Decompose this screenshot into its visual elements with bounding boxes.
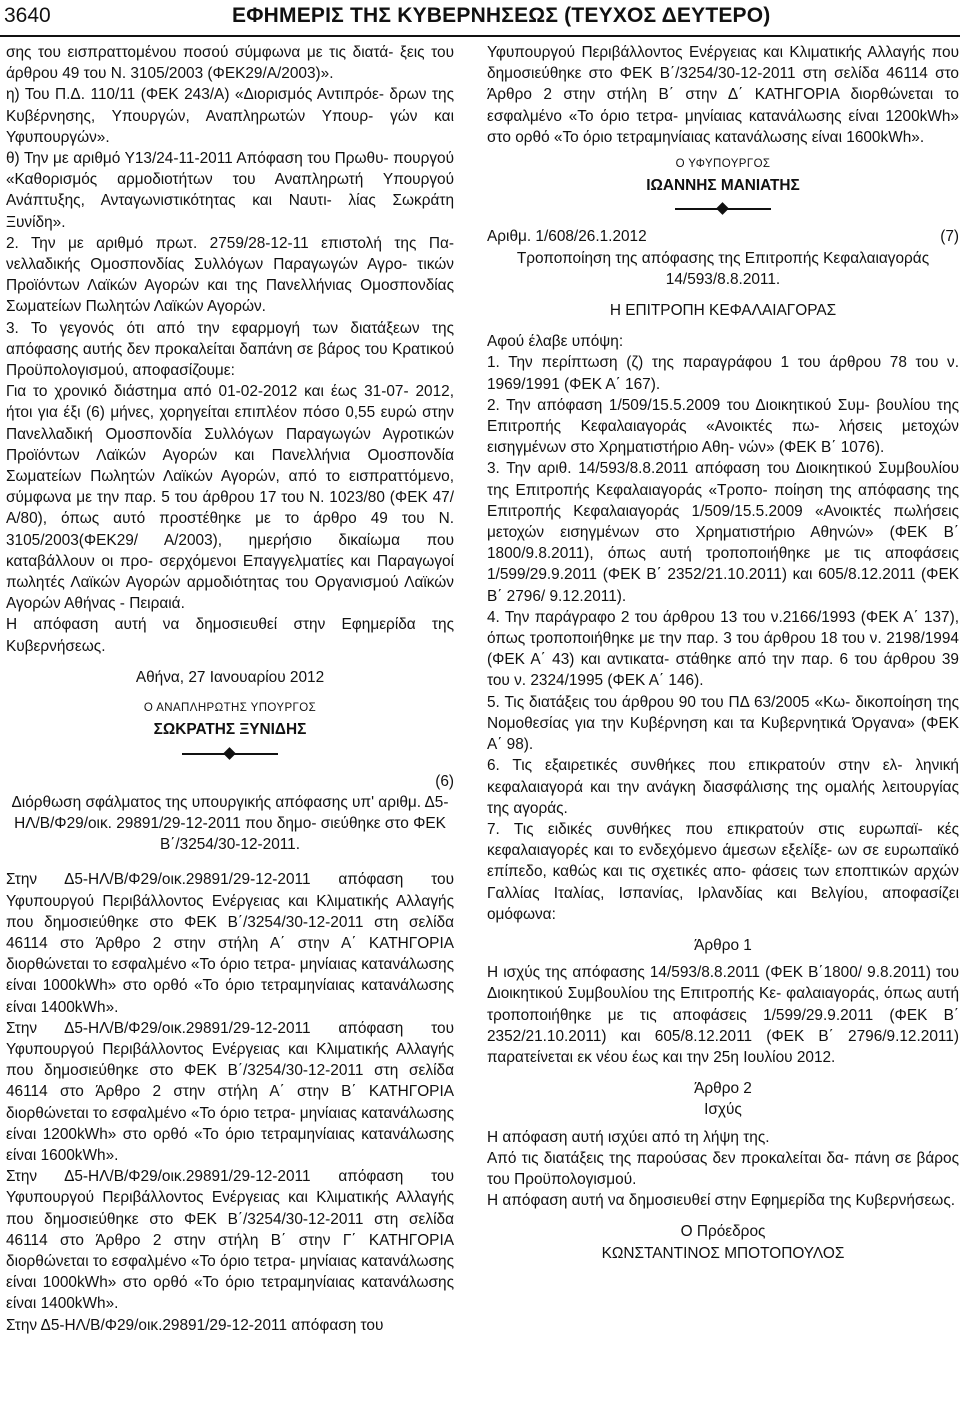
paragraph: 2. Την απόφαση 1/509/15.5.2009 του Διοικητικού Συμ- βουλίου της Επιτροπής Κεφαλαιαγοράς «Ανοικτές πω- λήσεις μετοχών εισηγμένων στο Χρηματιστήριο Αθη- νών» (ΦΕΚ Β΄ 1076). — [487, 396, 959, 457]
paragraph: Η ισχύς της απόφασης 14/593/8.8.2011 (ΦΕΚ Β΄1800/ 9.8.2011) του Διοικητικού Συμβουλίου της Επιτροπής Κε- φαλαιαγοράς, όπως αυτή τροποποιήθηκε με τις αποφάσεις 1/599/29.9.2011 (ΦΕΚ Β΄ 2352/21.10.2011) και 605/8.12.2011 (ΦΕΚ Β΄ 2796/9.12.2011) παρατείνεται εκ νέου έως και την 25η Ιουλίου 2012. — [487, 964, 959, 1066]
item-number: (6) — [435, 772, 454, 790]
header-rule — [0, 35, 960, 37]
left-column — [6, 42, 454, 1336]
section-divider — [6, 747, 454, 761]
paragraph: 2. Την με αριθμό πρωτ. 2759/28-12-11 επιστολή της Πα- νελλαδικής Ομοσπονδίας Συλλόγων Παραγωγών Αγρο- τικών Προϊόντων Λαϊκών Αγορών και της Πανελλήνιας Ομοσπονδίας Σωματείων Πωλητών Λαϊκών Αγορών. — [6, 234, 454, 316]
paragraph: 6. Τις εξαιρετικές συνθήκες που επικρατούν στην ελ- ληνική κεφαλαιαγορά και την ανάγκη διασφάλισης της ομαλής λειτουργίας της αγοράς. — [487, 757, 959, 817]
chair-role: Ο Πρόεδρος — [680, 1223, 766, 1241]
paragraph: η) Του Π.Δ. 110/11 (ΦΕΚ 243/Α) «Διορισμός Αντιπρόε- δρων της Κυβέρνησης, Υπουργών, Αναπληρωτών Υπουρ- γών και Υφυπουργών». — [6, 86, 454, 146]
paragraph: 3. Το γεγονός ότι από την εφαρμογή των διατάξεων της απόφασης αυτής δεν προκαλείται δαπάνη σε βάρος του Κρατικού Προϋπολογισμού, αποφασίζουμε: — [6, 319, 454, 380]
item-title: Τροποποίηση της απόφασης της Επιτροπής Κεφαλαιαγοράς 14/593/8.8.2011. — [516, 249, 930, 288]
paragraph: Από τις διατάξεις της παρούσας δεν προκαλείται δα- πάνη σε βάρος του Προϋπολογισμού. — [487, 1149, 959, 1188]
paragraph: Στην Δ5-ΗΛ/Β/Φ29/οικ.29891/29-12-2011 απόφαση του — [6, 1316, 384, 1334]
paragraph: 5. Τις διατάξεις του άρθρου 90 του ΠΔ 63/2005 «Κω- δικοποίηση της Νομοθεσίας για την Κυβέρνηση και τα Κυβερνητικά Όργανα» (ΦΕΚ Α΄ 98). — [487, 693, 959, 754]
signer-name: ΣΩΚΡΑΤΗΣ ΞΥΝΙΔΗΣ — [153, 721, 307, 739]
paragraph: Για το χρονικό διάστημα από 01-02-2012 και έως 31-07- 2012, ήτοι για έξι (6) μήνες, χορηγείται επιπλέον πόσο 0,55 ευρώ στην Πανελλαδική Ομοσπονδία Συλλόγων Παραγωγών Αγροτικών Προϊόντων Λαϊκών Αγορών και Πανελλήνια Ομοσπονδία Σωματείων Πωλητών Λαϊκών Αγορών, από το εισπραττόμενο, σύμφωνα με την παρ. 5 του άρθρου 17 του Ν. 1023/80 (ΦΕΚ 47/Α/80), όπως αυτό προστέθηκε με το άρθρο 49 του Ν. 3105/2003(ΦΕΚ29/ Α/2003), ημερήσιο δικαίωμα που καταβάλλουν οι προ- σερχόμενοι Επαγγελματίες και Παραγωγοί πωλητές Λαϊκών Αγορών αρμοδιότητας του Οργανισμού Λαϊκών Αγορών Αθήνας - Πειραιά. — [6, 383, 454, 613]
section-divider — [487, 202, 959, 216]
signer-role: Ο ΑΝΑΠΛΗΡΩΤΗΣ ΥΠΟΥΡΓΟΣ — [143, 702, 317, 715]
having-regard: Αφού έλαβε υπόψη: — [487, 333, 624, 351]
signer-name: ΙΩΑΝΝΗΣ ΜΑΝΙΑΤΗΣ — [646, 177, 800, 195]
place-date: Αθήνα, 27 Ιανουαρίου 2012 — [135, 668, 325, 686]
paragraph: 1. Την περίπτωση (ζ) της παραγράφου 1 του άρθρου 78 του ν. 1969/1991 (ΦΕΚ Α΄ 167). — [487, 354, 959, 393]
paragraph: Η απόφαση αυτή ισχύει από τη λήψη της. — [487, 1128, 770, 1146]
decision-header — [487, 226, 959, 247]
decision-number: Αριθμ. 1/608/26.1.2012 — [487, 228, 647, 246]
item-title: Διόρθωση σφάλματος της υπουργικής απόφασης υπ' αριθμ. Δ5-ΗΛ/Β/Φ29/οικ. 29891/29-12-2011 που δημο- σιεύθηκε στο ΦΕΚ Β΄/3254/30-12-2011. — [11, 793, 449, 854]
paragraph: Υφυπουργού Περιβάλλοντος Ενέργειας και Κλιματικής Αλλαγής που δημοσιεύθηκε στο ΦΕΚ Β΄/3254/30-12-2011 στη σελίδα 46114 στο Άρθρο 2 στην στήλη Β΄ στην Δ΄ ΚΑΤΗΓΟΡΙΑ διορθώνεται το εσφαλμένο «Το όριο τετρα- μηνίαιας κατανάλωσης είναι 1200kWh» στο ορθό «Το όριο τετραμηνίαιας κατανάλωσης είναι 1600kWh». — [487, 44, 959, 146]
paragraph: 3. Την αριθ. 14/593/8.8.2011 απόφαση του Διοικητικού Συμβουλίου της Επιτροπής Κεφαλαιαγοράς «Τροπο- ποίηση της απόφασης της Επιτροπής Κεφαλαιαγοράς 1/509/15.5.2009 «Ανοικτές πωλήσεις μετοχών εισηγμένων στο Χρηματιστήριο Αθηνών» (ΦΕΚ Β΄ 1800/9.8.2011), όπως αυτή τροποποιήθηκε με τις αποφάσεις 1/599/29.9.2011 (ΦΕΚ Β΄ 2352/21.10.2011) και 605/8.12.2011 (ΦΕΚ Β΄ 2796/ 9.12.2011). — [487, 460, 959, 605]
article-title: Άρθρο 2 — [694, 1080, 752, 1098]
paragraph: Η απόφαση αυτή να δημοσιευθεί στην Εφημερίδα της Κυβερνήσεως. — [6, 616, 454, 655]
page-number: 3640 — [4, 4, 51, 27]
paragraph: Στην Δ5-ΗΛ/Β/Φ29/οικ.29891/29-12-2011 απόφαση του Υφυπουργού Περιβάλλοντος Ενέργειας και Κλιματικής Αλλαγής που δημοσιεύθηκε στο ΦΕΚ Β΄/3254/30-12-2011 στη σελίδα 46114 στο Άρθρο 2 στην στήλη Α΄ στην Β΄ ΚΑΤΗΓΟΡΙΑ διορθώνεται το εσφαλμένο «Το όριο τετρα- μηνίαιας κατανάλωσης είναι 1200kWh» στο ορθό «Το όριο τετραμηνίαιας κατανάλωσης είναι 1600kWh». — [6, 1019, 454, 1164]
paragraph: 7. Τις ειδικές συνθήκες που επικρατούν στις ευρωπαϊ- κές κεφαλαιαγορές και το ενδεχόμενο άμεσων εξελίξε- ων σε ευρωπαϊκό επίπεδο, καθώς και τις σχετικές απο- φάσεις των εποπτικών αρχών Γαλλίας Ιταλίας, Ισπανίας, Ιρλανδίας και Βελγίου, αποφασίζει ομόφωνα: — [487, 820, 959, 923]
paragraph: 4. Την παράγραφο 2 του άρθρου 13 του ν.2166/1993 (ΦΕΚ Α΄ 137), όπως τροποποιήθηκε με την παρ. 3 του άρθρου 18 του ν. 2198/1994 (ΦΕΚ Α΄ 43) και αντικατα- στάθηκε από την παρ. 6 του άρθρου 39 του ν. 2324/1995 (ΦΕΚ Α΄ 146). — [487, 608, 959, 690]
item-number: (7) — [940, 228, 959, 246]
article-subtitle: Ισχύς — [704, 1101, 742, 1119]
authority-heading: Η ΕΠΙΤΡΟΠΗ ΚΕΦΑΛΑΙΑΓΟΡΑΣ — [609, 302, 837, 320]
article-title: Άρθρο 1 — [694, 936, 752, 954]
paragraph: Στην Δ5-ΗΛ/Β/Φ29/οικ.29891/29-12-2011 απόφαση του Υφυπουργού Περιβάλλοντος Ενέργειας και Κλιματικής Αλλαγής που δημοσιεύθηκε στο ΦΕΚ Β΄/3254/30-12-2011 στη σελίδα 46114 στο Άρθρο 2 στην στήλη Β΄ στην Γ΄ ΚΑΤΗΓΟΡΙΑ διορθώνεται το εσφαλμένο «Το όριο τετρα- μηνίαιας κατανάλωσης είναι 1000kWh» στο ορθό «Το όριο τετραμηνίαιας κατανάλωσης είναι 1400kWh». — [6, 1168, 454, 1313]
page-header — [0, 0, 960, 34]
paragraph: θ) Την με αριθμό Υ13/24-11-2011 Απόφαση του Πρωθυ- πουργού «Καθορισμός αρμοδιοτήτων του Αναπληρωτή Υπουργού Ανάπτυξης, Ανταγωνιστικότητας και Ναυτι- λίας Σωκράτη Ξυνίδη». — [6, 150, 454, 231]
paragraph: σης του εισπραττομένου ποσού σύμφωνα με τις διατά- ξεις του άρθρου 49 του Ν. 3105/2003 (ΦΕΚ29/Α/2003)». — [6, 44, 454, 83]
paragraph: Στην Δ5-ΗΛ/Β/Φ29/οικ.29891/29-12-2011 απόφαση του Υφυπουργού Περιβάλλοντος Ενέργειας και Κλιματικής Αλλαγής που δημοσιεύθηκε στο ΦΕΚ Β΄/3254/30-12-2011 στη σελίδα 46114 στο Άρθρο 2 στην στήλη Α΄ στην Α΄ ΚΑΤΗΓΟΡΙΑ διορθώνεται το εσφαλμένο «Το όριο τετρα- μηνίαιας κατανάλωσης είναι 1000kWh» στο ορθό «Το όριο τετραμηνίαιας κατανάλωσης είναι 1400kWh». — [6, 871, 454, 1016]
signer-role: Ο ΥΦΥΠΟΥΡΓΟΣ — [675, 158, 771, 171]
chair-name: ΚΩΝΣΤΑΝΤΙΝΟΣ ΜΠΟΤΟΠΟΥΛΟΣ — [601, 1244, 845, 1262]
right-column — [487, 42, 959, 1264]
paragraph: Η απόφαση αυτή να δημοσιευθεί στην Εφημερίδα της Κυβερνήσεως. — [487, 1192, 956, 1210]
gazette-title: ΕΦΗΜΕΡΙΣ ΤΗΣ ΚΥΒΕΡΝΗΣΕΩΣ (ΤΕΥΧΟΣ ΔΕΥΤΕΡΟ) — [232, 4, 771, 27]
